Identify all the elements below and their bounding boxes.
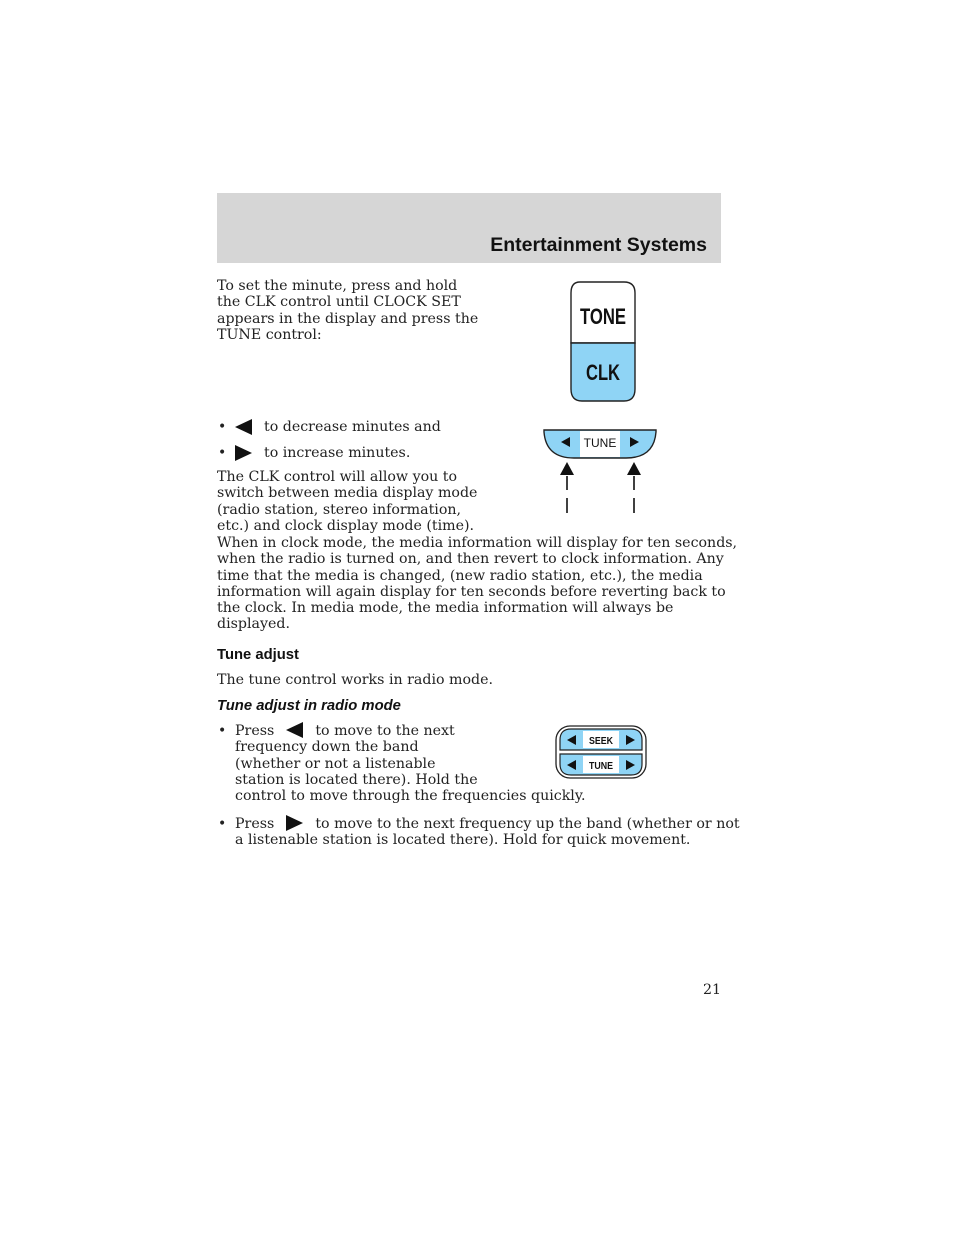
- tone-clk-button-illustration: [568, 281, 640, 405]
- bullet-increase-minutes: [217, 444, 517, 464]
- bullet-tune-down-text: [235, 722, 585, 804]
- bullet-tune-up-text: [235, 815, 740, 849]
- paragraph-line: switch between media display mode: [217, 485, 478, 502]
- intro-paragraph: [217, 278, 487, 343]
- intro-line: TUNE control:: [217, 326, 322, 343]
- left-triangle-icon: [235, 419, 252, 436]
- page-number: 21: [702, 982, 721, 998]
- paragraph-line: when the radio is turned on, and then revert to clock information. Any: [217, 551, 724, 568]
- seek-label: SEEK: [589, 735, 614, 747]
- arrow-up-icon: [627, 462, 641, 475]
- bullet-line: control to move through the frequencies quickly.: [235, 788, 586, 805]
- tune-label: TUNE: [583, 436, 617, 450]
- bullet-line: to move to the next: [315, 723, 455, 739]
- paragraph-line: time that the media is changed, (new radio station, etc.), the media: [217, 567, 703, 584]
- bullet-line: to move to the next frequency up the band (whether or not: [315, 816, 740, 832]
- bullet-line: a listenable station is located there). Hold for quick movement.: [235, 832, 691, 849]
- paragraph-line: displayed.: [217, 616, 290, 633]
- section-header-band: [217, 193, 721, 263]
- bullet-text: to decrease minutes and: [264, 419, 441, 435]
- tune-radio-mode-heading: Tune adjust in radio mode: [217, 698, 401, 714]
- paragraph-line: (radio station, stereo information,: [217, 501, 462, 518]
- bullet-decrease-minutes: [217, 418, 517, 438]
- bullet-line: (whether or not a listenable: [235, 755, 436, 772]
- press-word: Press: [235, 816, 275, 832]
- bullet-dot: •: [218, 445, 227, 461]
- bullet-text: to increase minutes.: [264, 445, 411, 461]
- tune-adjust-heading: Tune adjust: [217, 647, 299, 663]
- intro-line: the CLK control until CLOCK SET: [217, 294, 461, 311]
- tune-rocker-illustration: [542, 428, 658, 516]
- paragraph-line: The CLK control will allow you to: [217, 469, 458, 485]
- clock-mode-paragraph: [217, 535, 738, 633]
- paragraph-line: When in clock mode, the media information will display for ten seconds,: [217, 535, 738, 551]
- clk-label: CLK: [586, 360, 621, 385]
- intro-line: appears in the display and press the: [217, 310, 479, 327]
- right-triangle-icon: [279, 815, 311, 832]
- bullet-line: station is located there). Hold the: [235, 771, 478, 788]
- right-triangle-icon: [235, 445, 252, 462]
- clk-paragraph: [217, 469, 497, 534]
- intro-line: To set the minute, press and hold: [217, 278, 458, 294]
- paragraph-line: etc.) and clock display mode (time).: [217, 517, 475, 534]
- paragraph-line: the clock. In media mode, the media information will always be: [217, 600, 674, 617]
- seek-tune-button-illustration: [554, 724, 650, 782]
- bullet-dot: •: [218, 419, 227, 435]
- bullet-dot: •: [218, 723, 227, 739]
- tune-label: TUNE: [589, 760, 613, 772]
- tone-label: TONE: [580, 304, 626, 329]
- tune-adjust-text: The tune control works in radio mode.: [217, 672, 494, 688]
- bullet-dot: •: [218, 816, 227, 832]
- left-triangle-icon: [279, 722, 311, 739]
- paragraph-line: information will again display for ten seconds before reverting back to: [217, 583, 726, 600]
- section-title: Entertainment Systems: [490, 234, 707, 256]
- arrow-up-icon: [560, 462, 574, 475]
- press-word: Press: [235, 723, 275, 739]
- bullet-line: frequency down the band: [235, 739, 419, 756]
